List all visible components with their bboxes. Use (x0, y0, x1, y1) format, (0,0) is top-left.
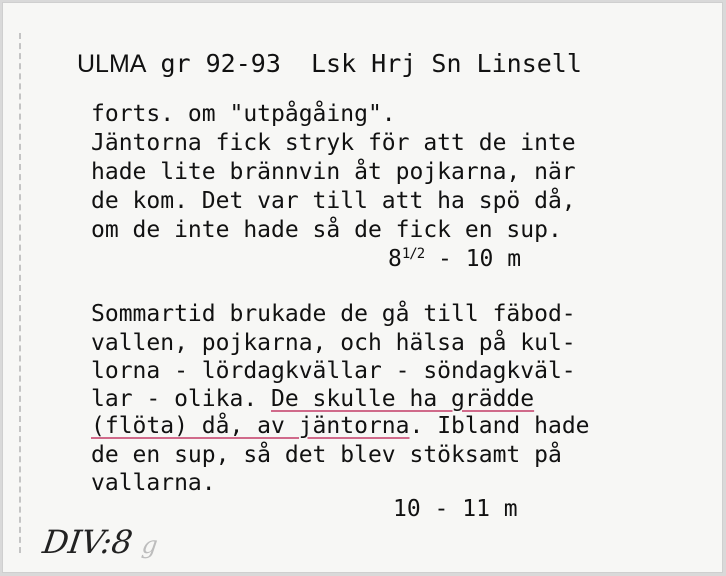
text-line: vallarna. (91, 470, 216, 496)
header-details: gr 92-93 Lsk Hrj Sn Linsell (160, 49, 582, 78)
text-line: lar - olika. De skulle ha grädde (91, 386, 535, 412)
text-line: om de inte hade så de fick en sup. (91, 217, 562, 243)
archive-card (2, 2, 723, 573)
perforation-edge (19, 33, 21, 553)
text-line: de en sup, så det blev stöksamt på (91, 442, 562, 468)
time-range-2: 10 - 11 m (393, 496, 518, 522)
text-line: vallen, pojkarna, och hälsa på kul- (91, 330, 576, 356)
text-line: Jäntorna fick stryk för att de inte (91, 130, 576, 156)
archive-code: ULMA (77, 50, 147, 78)
card-header (77, 49, 582, 79)
underlined-phrase: De skulle ha grädde (271, 386, 535, 412)
text-line: Sommartid brukade de gå till fäbod- (91, 301, 576, 327)
text-line: hade lite brännvin åt pojkarna, när (91, 159, 576, 185)
text-line: (flöta) då, av jäntorna. Ibland hade (91, 413, 590, 439)
text-line: forts. om "utpågåing". (91, 101, 396, 127)
text-line: lorna - lördagkvällar - söndagkväl- (91, 358, 576, 384)
handwritten-signum: DIV:8 g (40, 523, 160, 561)
time-range-1: $8^{1/2} - 10$ m (388, 246, 522, 272)
text-line: de kom. Det var till att ha spö då, (91, 188, 576, 214)
underlined-phrase: (flöta) då, av jäntorna (91, 413, 410, 439)
